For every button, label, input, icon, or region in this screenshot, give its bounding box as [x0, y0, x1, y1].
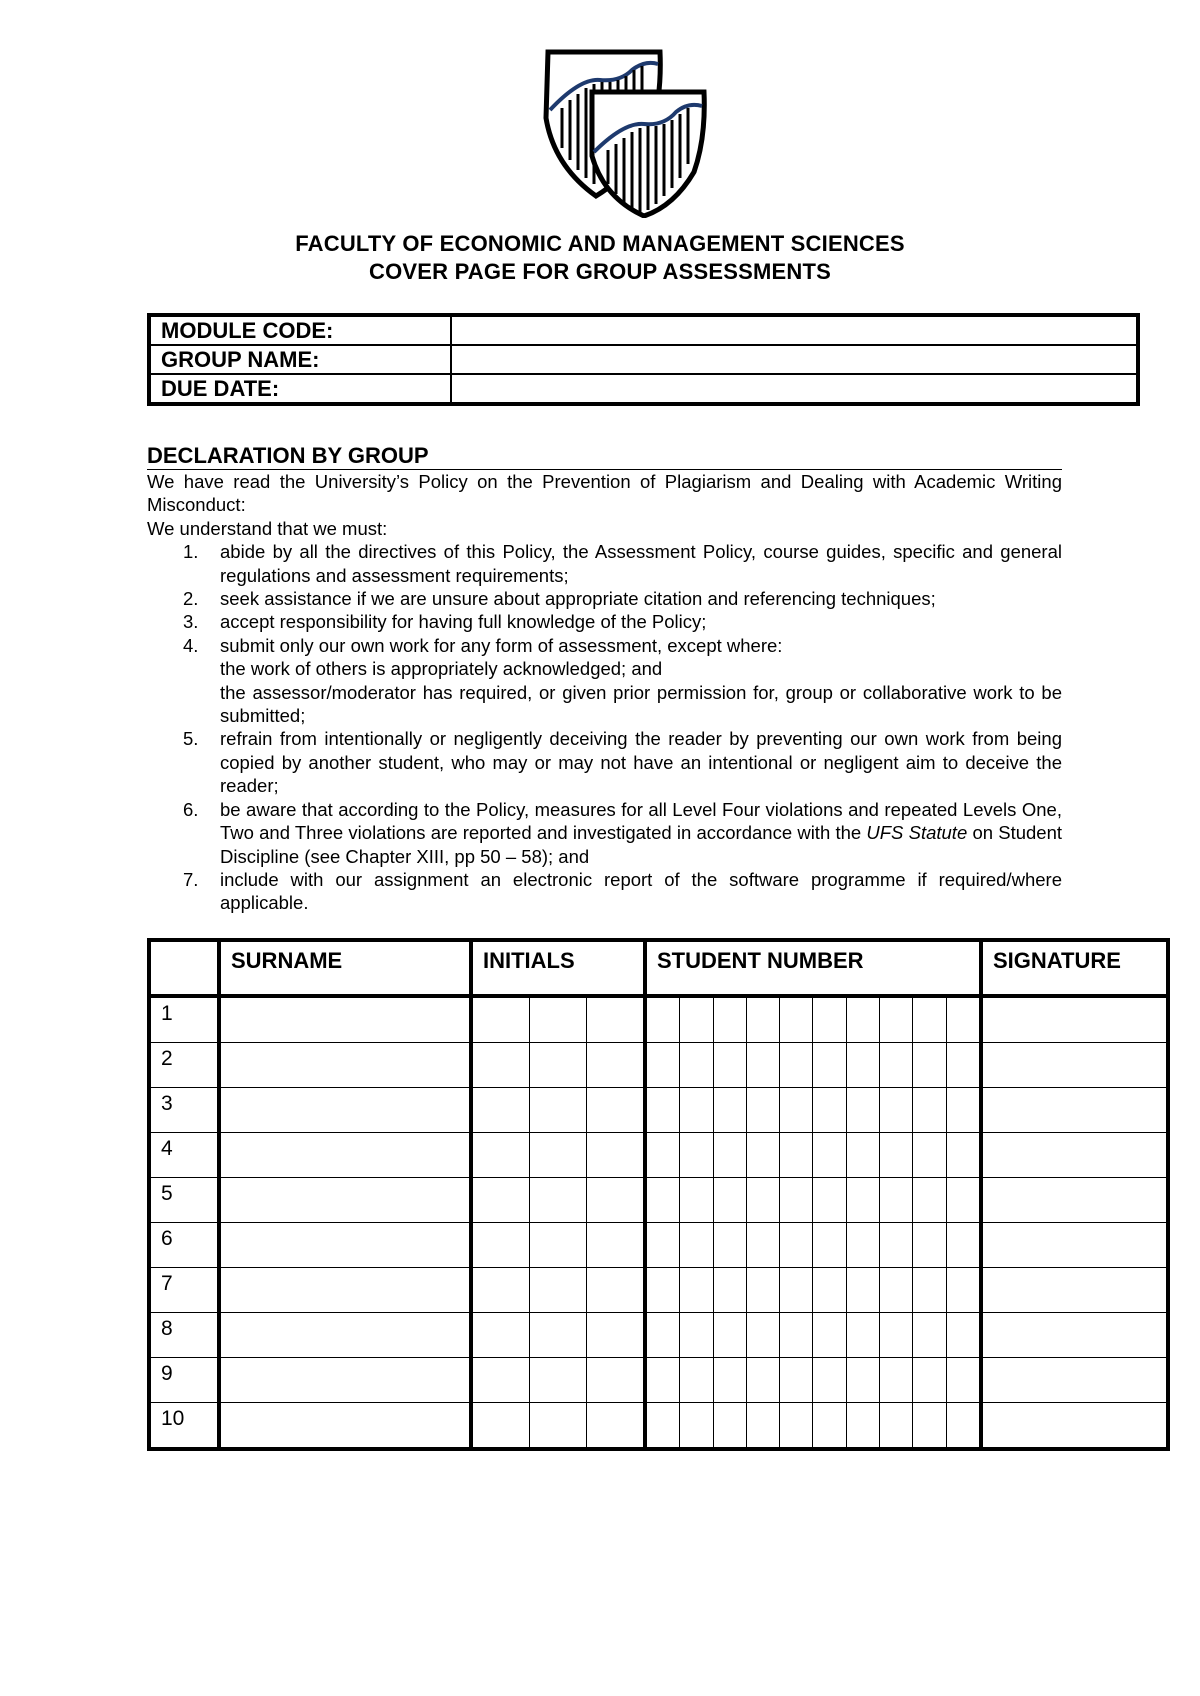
student-number-digit-cell[interactable] — [645, 1043, 680, 1088]
initial-cell[interactable] — [530, 1178, 587, 1223]
student-row — [149, 1313, 1168, 1358]
student-number-digit-cell[interactable] — [813, 1358, 846, 1403]
student-number-digit-cell[interactable] — [880, 1223, 913, 1268]
initial-cell[interactable] — [530, 1403, 587, 1450]
module-code-label: MODULE CODE: — [149, 315, 451, 345]
student-number-digit-cell[interactable] — [946, 1133, 981, 1178]
row-number: 5 — [149, 1178, 219, 1223]
university-crest-logo — [540, 48, 712, 218]
initial-cell[interactable] — [530, 996, 587, 1043]
signature-cell[interactable] — [981, 1088, 1168, 1133]
student-number-digit-cell[interactable] — [846, 996, 879, 1043]
student-number-digit-cell[interactable] — [780, 1268, 813, 1313]
item-number: 6. — [183, 798, 199, 820]
student-number-digit-cell[interactable] — [813, 1403, 846, 1450]
item-number: 3. — [183, 611, 199, 633]
signature-cell[interactable] — [981, 1133, 1168, 1178]
student-number-digit-cell[interactable] — [713, 1223, 746, 1268]
student-number-digit-cell[interactable] — [746, 1178, 779, 1223]
item-number: 4. — [183, 634, 199, 656]
student-number-digit-cell[interactable] — [680, 1403, 713, 1450]
initial-cell[interactable] — [530, 1223, 587, 1268]
student-number-digit-cell[interactable] — [913, 1403, 946, 1450]
group-name-label: GROUP NAME: — [149, 345, 451, 374]
student-number-digit-cell[interactable] — [813, 1223, 846, 1268]
student-number-digit-cell[interactable] — [780, 1403, 813, 1450]
student-number-digit-cell[interactable] — [846, 1223, 879, 1268]
student-number-digit-cell[interactable] — [680, 1313, 713, 1358]
student-number-digit-cell[interactable] — [680, 1133, 713, 1178]
surname-cell[interactable] — [219, 1043, 471, 1088]
student-number-digit-cell[interactable] — [645, 1313, 680, 1358]
initial-cell[interactable] — [530, 1133, 587, 1178]
student-number-digit-cell[interactable] — [846, 1178, 879, 1223]
student-number-digit-cell[interactable] — [746, 1043, 779, 1088]
student-number-digit-cell[interactable] — [846, 1358, 879, 1403]
student-number-digit-cell[interactable] — [880, 1403, 913, 1450]
student-number-digit-cell[interactable] — [645, 1268, 680, 1313]
student-number-digit-cell[interactable] — [780, 996, 813, 1043]
initial-cell[interactable] — [530, 1268, 587, 1313]
student-number-digit-cell[interactable] — [813, 996, 846, 1043]
row-number: 2 — [149, 1043, 219, 1088]
initial-cell[interactable] — [471, 1223, 530, 1268]
student-number-digit-cell[interactable] — [780, 1313, 813, 1358]
surname-cell[interactable] — [219, 1358, 471, 1403]
item-text: abide by all the directives of this Policy, the Assessment Policy, course guides, specific and general regulations and assessment requirements; — [220, 541, 1062, 586]
student-number-digit-cell[interactable] — [813, 1043, 846, 1088]
initial-cell[interactable] — [586, 1403, 645, 1450]
student-number-digit-cell[interactable] — [813, 1268, 846, 1313]
row-number: 1 — [149, 996, 219, 1043]
student-number-digit-cell[interactable] — [713, 1358, 746, 1403]
student-number-digit-cell[interactable] — [746, 1313, 779, 1358]
initial-cell[interactable] — [586, 1133, 645, 1178]
student-number-digit-cell[interactable] — [913, 1088, 946, 1133]
student-number-digit-cell[interactable] — [846, 1043, 879, 1088]
initial-cell[interactable] — [586, 1223, 645, 1268]
student-number-digit-cell[interactable] — [880, 1178, 913, 1223]
declaration-item — [147, 610, 1062, 633]
initial-cell[interactable] — [471, 1403, 530, 1450]
item-text: on Student Discipline (see Chapter XIII, pp 50 – 58); and — [220, 822, 1063, 867]
student-number-digit-cell[interactable] — [713, 996, 746, 1043]
student-number-digit-cell[interactable] — [780, 1133, 813, 1178]
student-number-digit-cell[interactable] — [680, 1223, 713, 1268]
row-number: 10 — [149, 1403, 219, 1450]
surname-cell[interactable] — [219, 1133, 471, 1178]
student-number-digit-cell[interactable] — [880, 996, 913, 1043]
cover-page-title: COVER PAGE FOR GROUP ASSESSMENTS — [369, 259, 831, 284]
student-number-digit-cell[interactable] — [746, 1088, 779, 1133]
student-number-digit-cell[interactable] — [780, 1358, 813, 1403]
initials-header: INITIALS — [471, 940, 645, 996]
student-number-digit-cell[interactable] — [880, 1358, 913, 1403]
student-number-digit-cell[interactable] — [746, 1403, 779, 1450]
signature-header: SIGNATURE — [981, 940, 1168, 996]
signature-cell[interactable] — [981, 1403, 1168, 1450]
signature-cell[interactable] — [981, 1043, 1168, 1088]
signature-cell[interactable] — [981, 1268, 1168, 1313]
item-text: be aware that according to the Policy, measures for all Level Four violations and repeated Levels One, Two and Three violations are reported and investigated in accordance with the — [220, 798, 1062, 844]
student-number-digit-cell[interactable] — [946, 996, 981, 1043]
item-text: include with our assignment an electronic report of the software programme if required/where applicable. — [220, 868, 1062, 914]
surname-header: SURNAME — [219, 940, 471, 996]
due-date-row — [149, 374, 1138, 404]
student-number-digit-cell[interactable] — [713, 1088, 746, 1133]
student-number-digit-cell[interactable] — [913, 1268, 946, 1313]
student-number-digit-cell[interactable] — [780, 1178, 813, 1223]
signature-cell[interactable] — [981, 996, 1168, 1043]
initial-cell[interactable] — [586, 1313, 645, 1358]
student-number-digit-cell[interactable] — [645, 1088, 680, 1133]
item-text: refrain from intentionally or negligently deceiving the reader by preventing our own work from being copied by another student, who may or may not have an intentional or negligent aim to deceive the reader; — [220, 728, 1062, 797]
initial-cell[interactable] — [586, 996, 645, 1043]
initial-cell[interactable] — [471, 1313, 530, 1358]
student-number-digit-cell[interactable] — [645, 996, 680, 1043]
student-number-digit-cell[interactable] — [680, 996, 713, 1043]
student-number-digit-cell[interactable] — [813, 1313, 846, 1358]
student-row — [149, 1133, 1168, 1178]
student-number-digit-cell[interactable] — [946, 1043, 981, 1088]
declaration-heading: DECLARATION BY GROUP — [147, 443, 1062, 470]
student-number-digit-cell[interactable] — [713, 1178, 746, 1223]
initial-cell[interactable] — [471, 996, 530, 1043]
group-name-row — [149, 345, 1138, 374]
initial-cell[interactable] — [471, 1133, 530, 1178]
student-number-digit-cell[interactable] — [680, 1268, 713, 1313]
row-number: 4 — [149, 1133, 219, 1178]
row-number: 9 — [149, 1358, 219, 1403]
statute-reference: UFS Statute — [866, 822, 968, 844]
row-number: 6 — [149, 1223, 219, 1268]
due-date-label: DUE DATE: — [149, 374, 451, 404]
module-code-field[interactable] — [451, 315, 1138, 345]
item-number: 5. — [183, 728, 199, 750]
student-number-digit-cell[interactable] — [746, 1223, 779, 1268]
initial-cell[interactable] — [471, 1088, 530, 1133]
declaration-lead: We understand that we must: — [147, 517, 388, 539]
initial-cell[interactable] — [471, 1358, 530, 1403]
student-number-digit-cell[interactable] — [713, 1403, 746, 1450]
declaration-item — [147, 634, 1062, 728]
initial-cell[interactable] — [471, 1268, 530, 1313]
student-row — [149, 1358, 1168, 1403]
student-number-digit-cell[interactable] — [880, 1133, 913, 1178]
student-number-digit-cell[interactable] — [880, 1088, 913, 1133]
item-text: accept responsibility for having full knowledge of the Policy; — [220, 611, 707, 633]
student-number-digit-cell[interactable] — [813, 1088, 846, 1133]
signature-cell[interactable] — [981, 1178, 1168, 1223]
row-number: 3 — [149, 1088, 219, 1133]
initial-cell[interactable] — [471, 1178, 530, 1223]
student-row — [149, 1043, 1168, 1088]
declaration-item — [147, 587, 1062, 610]
due-date-field[interactable] — [451, 374, 1138, 404]
student-number-digit-cell[interactable] — [946, 1358, 981, 1403]
student-number-digit-cell[interactable] — [913, 1313, 946, 1358]
initial-cell[interactable] — [586, 1358, 645, 1403]
item-number: 7. — [183, 868, 199, 890]
surname-cell[interactable] — [219, 1178, 471, 1223]
student-number-digit-cell[interactable] — [780, 1223, 813, 1268]
item-number: 1. — [183, 541, 199, 563]
student-number-digit-cell[interactable] — [645, 1358, 680, 1403]
student-number-digit-cell[interactable] — [913, 1043, 946, 1088]
student-number-digit-cell[interactable] — [713, 1043, 746, 1088]
student-table-header — [149, 940, 1168, 996]
initial-cell[interactable] — [530, 1088, 587, 1133]
student-row — [149, 1178, 1168, 1223]
student-number-digit-cell[interactable] — [645, 1178, 680, 1223]
student-number-digit-cell[interactable] — [913, 1178, 946, 1223]
student-number-digit-cell[interactable] — [746, 1133, 779, 1178]
student-row — [149, 1268, 1168, 1313]
initial-cell[interactable] — [530, 1043, 587, 1088]
surname-cell[interactable] — [219, 996, 471, 1043]
surname-cell[interactable] — [219, 1313, 471, 1358]
student-number-digit-cell[interactable] — [946, 1268, 981, 1313]
student-number-digit-cell[interactable] — [780, 1043, 813, 1088]
student-number-digit-cell[interactable] — [746, 996, 779, 1043]
student-number-digit-cell[interactable] — [813, 1178, 846, 1223]
student-number-digit-cell[interactable] — [713, 1133, 746, 1178]
student-number-digit-cell[interactable] — [946, 1223, 981, 1268]
declaration-intro: We have read the University’s Policy on the Prevention of Plagiarism and Dealing with Academic Writing Misconduct: — [147, 471, 1062, 516]
initial-cell[interactable] — [471, 1043, 530, 1088]
item-text: submit only our own work for any form of assessment, except where: — [220, 634, 783, 656]
student-number-digit-cell[interactable] — [680, 1043, 713, 1088]
student-number-digit-cell[interactable] — [746, 1268, 779, 1313]
row-number: 8 — [149, 1313, 219, 1358]
student-number-digit-cell[interactable] — [780, 1088, 813, 1133]
student-number-digit-cell[interactable] — [913, 1358, 946, 1403]
group-name-field[interactable] — [451, 345, 1138, 374]
student-number-digit-cell[interactable] — [846, 1313, 879, 1358]
surname-cell[interactable] — [219, 1223, 471, 1268]
assessment-info-table — [147, 313, 1140, 406]
student-row — [149, 1223, 1168, 1268]
student-number-digit-cell[interactable] — [813, 1133, 846, 1178]
student-number-digit-cell[interactable] — [645, 1133, 680, 1178]
initial-cell[interactable] — [586, 1043, 645, 1088]
student-number-digit-cell[interactable] — [946, 1403, 981, 1450]
initial-cell[interactable] — [586, 1088, 645, 1133]
signature-cell[interactable] — [981, 1223, 1168, 1268]
student-number-digit-cell[interactable] — [946, 1178, 981, 1223]
signature-cell[interactable] — [981, 1313, 1168, 1358]
initial-cell[interactable] — [586, 1178, 645, 1223]
declaration-item — [147, 868, 1062, 915]
student-number-header: STUDENT NUMBER — [645, 940, 981, 996]
student-row — [149, 996, 1168, 1043]
student-number-digit-cell[interactable] — [846, 1403, 879, 1450]
surname-cell[interactable] — [219, 1088, 471, 1133]
initial-cell[interactable] — [530, 1358, 587, 1403]
student-number-digit-cell[interactable] — [680, 1358, 713, 1403]
student-number-digit-cell[interactable] — [713, 1313, 746, 1358]
surname-cell[interactable] — [219, 1268, 471, 1313]
student-number-digit-cell[interactable] — [645, 1403, 680, 1450]
student-row — [149, 1088, 1168, 1133]
initial-cell[interactable] — [586, 1268, 645, 1313]
student-number-digit-cell[interactable] — [913, 1223, 946, 1268]
student-number-digit-cell[interactable] — [746, 1358, 779, 1403]
initial-cell[interactable] — [530, 1313, 587, 1358]
item-text: seek assistance if we are unsure about appropriate citation and referencing techniques; — [220, 588, 936, 610]
surname-cell[interactable] — [219, 1403, 471, 1450]
student-number-digit-cell[interactable] — [913, 996, 946, 1043]
declaration-list — [147, 540, 1062, 915]
student-number-digit-cell[interactable] — [846, 1088, 879, 1133]
item-subtext: the assessor/moderator has required, or given prior permission for, group or collaborative work to be submitted; — [220, 681, 1062, 727]
student-number-digit-cell[interactable] — [946, 1088, 981, 1133]
declaration-item — [147, 798, 1062, 868]
student-number-digit-cell[interactable] — [880, 1268, 913, 1313]
student-signature-table — [147, 938, 1170, 1451]
student-number-digit-cell[interactable] — [645, 1223, 680, 1268]
student-row — [149, 1403, 1168, 1450]
row-number: 7 — [149, 1268, 219, 1313]
row-number-header — [149, 940, 219, 996]
student-number-digit-cell[interactable] — [846, 1268, 879, 1313]
student-number-digit-cell[interactable] — [946, 1313, 981, 1358]
student-number-digit-cell[interactable] — [680, 1178, 713, 1223]
declaration-section — [147, 443, 1062, 915]
student-number-digit-cell[interactable] — [880, 1043, 913, 1088]
student-number-digit-cell[interactable] — [880, 1313, 913, 1358]
student-number-digit-cell[interactable] — [713, 1268, 746, 1313]
declaration-item — [147, 540, 1062, 587]
student-number-digit-cell[interactable] — [846, 1133, 879, 1178]
faculty-title: FACULTY OF ECONOMIC AND MANAGEMENT SCIENCES — [295, 231, 905, 256]
module-code-row — [149, 315, 1138, 345]
student-number-digit-cell[interactable] — [680, 1088, 713, 1133]
student-number-digit-cell[interactable] — [913, 1133, 946, 1178]
item-subtext: the work of others is appropriately acknowledged; and — [220, 658, 663, 680]
signature-cell[interactable] — [981, 1358, 1168, 1403]
declaration-item — [147, 727, 1062, 797]
item-number: 2. — [183, 588, 199, 610]
